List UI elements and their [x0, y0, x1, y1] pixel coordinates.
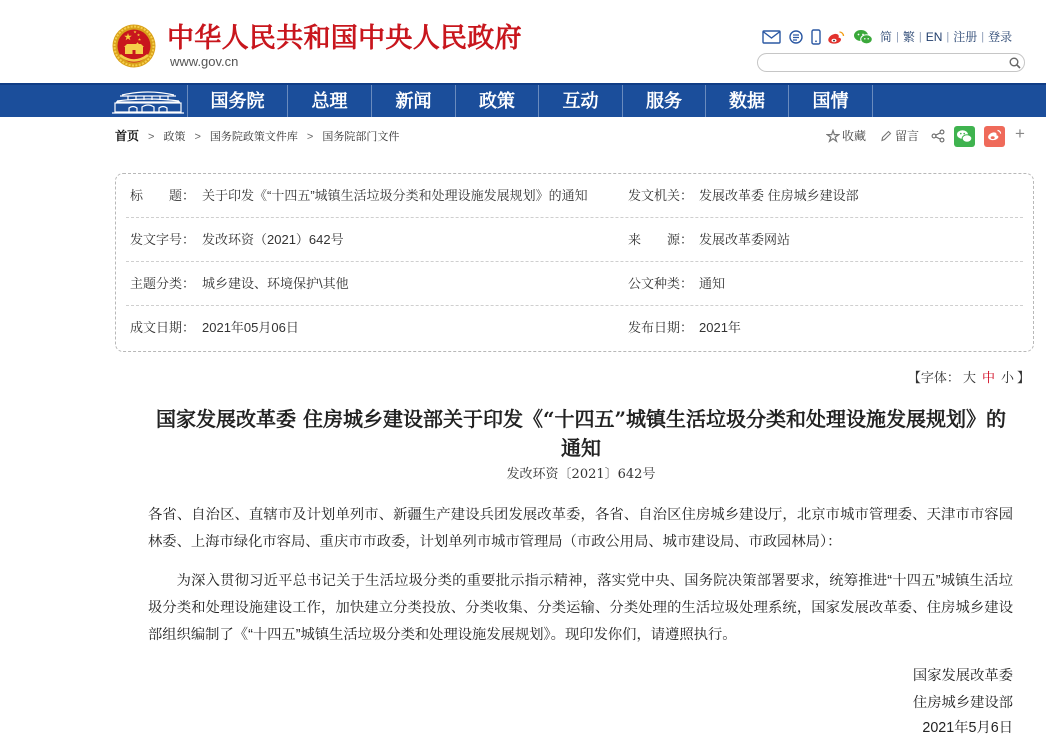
breadcrumb-home[interactable]: 首页: [115, 129, 140, 143]
document-number: 发改环资〔2021〕642号: [506, 467, 656, 482]
signatory: 国家发展改革委: [912, 668, 1013, 684]
article-paragraph: 为深入贯彻习近平总书记关于生活垃圾分类的重要批示指示精神，落实党中央、国务院决策部署要求，统筹推进“十四五”城镇生活垃圾分类和处理设施建设工作，加快建立分类投放、分类收集、分类运输、分类处理的生活垃圾处理系统，国家发展改革委、住房城乡建设部组织编制了《“十四五”城镇生活垃圾分类和处理设施发展规划》。现印发你们，请遵照执行。: [148, 573, 1013, 643]
nav-item-state-council[interactable]: 国务院: [187, 85, 287, 117]
link-separator: |: [918, 31, 922, 43]
info-value: 通知: [699, 276, 726, 291]
info-label: 来 源：: [628, 232, 694, 247]
font-size-control: [908, 369, 1030, 386]
info-value: 城乡建设、环境保护\其他: [202, 276, 349, 291]
search-box: [757, 53, 1025, 72]
pencil-icon[interactable]: [880, 130, 892, 142]
article-signature: [148, 663, 1013, 739]
article-title: 国家发展改革委 住房城乡建设部关于印发《“十四五”城镇生活垃圾分类和处理设施发展规划》的通知: [156, 407, 1006, 460]
font-size-medium[interactable]: 中: [981, 370, 995, 385]
site-title[interactable]: 中华人民共和国中央人民政府: [167, 23, 522, 53]
national-emblem-icon[interactable]: [112, 24, 156, 68]
lang-english[interactable]: EN: [925, 30, 943, 44]
info-row: [126, 174, 1023, 218]
info-value: 2021年05月06日: [202, 320, 299, 335]
nav-item-national-info[interactable]: 国情: [788, 85, 873, 117]
font-size-label: 【字体：: [907, 370, 960, 385]
signature-date: 2021年5月6日: [922, 720, 1013, 736]
lang-traditional[interactable]: 繁: [902, 30, 915, 44]
nav-item-data[interactable]: 数据: [705, 85, 788, 117]
site-url[interactable]: www.gov.cn: [170, 54, 239, 69]
nav-item-interaction[interactable]: 互动: [538, 85, 622, 117]
breadcrumb-separator: >: [306, 131, 314, 143]
search-icon[interactable]: [1009, 57, 1021, 69]
link-separator: |: [896, 31, 899, 43]
info-label: 发文字号：: [130, 232, 196, 247]
article-paragraph: 各省、自治区、直辖市及计划单列市、新疆生产建设兵团发展改革委，各省、自治区住房城乡建设厅，北京市城市管理委、天津市市容园林委、上海市绿化市容局、重庆市市政委，计划单列市城市管理局（市政公用局、城市建设局、市政园林局）：: [148, 507, 1013, 550]
info-label: 公文种类：: [628, 276, 694, 291]
font-size-bracket: 】: [1016, 370, 1030, 385]
weibo-share-icon[interactable]: [984, 126, 1005, 147]
star-icon[interactable]: [826, 129, 840, 143]
info-label: 成文日期：: [130, 320, 196, 335]
breadcrumb-policy[interactable]: 政策: [163, 131, 186, 143]
info-label: 标 题：: [130, 188, 196, 203]
share-icon[interactable]: [931, 129, 945, 143]
main-nav: [0, 83, 1046, 117]
breadcrumb-department-documents[interactable]: 国务院部门文件: [322, 131, 400, 143]
signatory: 住房城乡建设部: [912, 695, 1013, 711]
rss-icon[interactable]: [789, 30, 803, 44]
more-share-button[interactable]: +: [1015, 124, 1025, 143]
tiananmen-icon: [112, 88, 184, 114]
wechat-share-icon[interactable]: [954, 126, 975, 147]
info-label: 发文机关：: [628, 188, 694, 203]
breadcrumb-policy-library[interactable]: 国务院政策文件库: [209, 131, 298, 143]
lang-simplified[interactable]: 简: [880, 30, 893, 44]
header-toolbar: [762, 28, 1012, 46]
info-value: 发展改革委 住房城乡建设部: [699, 188, 859, 203]
search-input[interactable]: [767, 55, 999, 70]
info-value: 2021年: [699, 320, 741, 335]
info-row: [126, 218, 1023, 262]
info-row: [126, 262, 1023, 306]
message-button[interactable]: 留言: [895, 129, 920, 143]
info-value: 发展改革委网站: [699, 232, 791, 247]
breadcrumb-separator: >: [194, 131, 201, 143]
nav-items: [187, 85, 873, 117]
nav-item-policy[interactable]: 政策: [455, 85, 538, 117]
favorite-button[interactable]: 收藏: [842, 129, 867, 143]
login-link[interactable]: 登录: [988, 30, 1013, 44]
breadcrumb-separator: >: [148, 131, 155, 143]
document-info-table: [115, 173, 1034, 352]
info-value: 发改环资（2021）642号: [202, 232, 344, 247]
weibo-icon[interactable]: [827, 30, 845, 45]
info-value: 关于印发《“十四五”城镇生活垃圾分类和处理设施发展规划》的通知: [202, 188, 588, 203]
mail-icon[interactable]: [762, 30, 781, 44]
site-header: [0, 0, 1046, 83]
mobile-icon[interactable]: [811, 29, 821, 45]
info-label: 主题分类：: [130, 276, 196, 291]
font-size-small[interactable]: 小: [1000, 370, 1014, 385]
link-separator: |: [981, 31, 985, 43]
info-label: 发布日期：: [628, 320, 694, 335]
font-size-large[interactable]: 大: [962, 370, 976, 385]
breadcrumb: [115, 128, 399, 145]
nav-item-services[interactable]: 服务: [622, 85, 705, 117]
nav-item-premier[interactable]: 总理: [287, 85, 371, 117]
nav-item-news[interactable]: 新闻: [371, 85, 455, 117]
wechat-icon[interactable]: [853, 29, 873, 45]
register-link[interactable]: 注册: [953, 30, 978, 44]
info-row: [126, 306, 1023, 350]
link-separator: |: [946, 31, 950, 43]
